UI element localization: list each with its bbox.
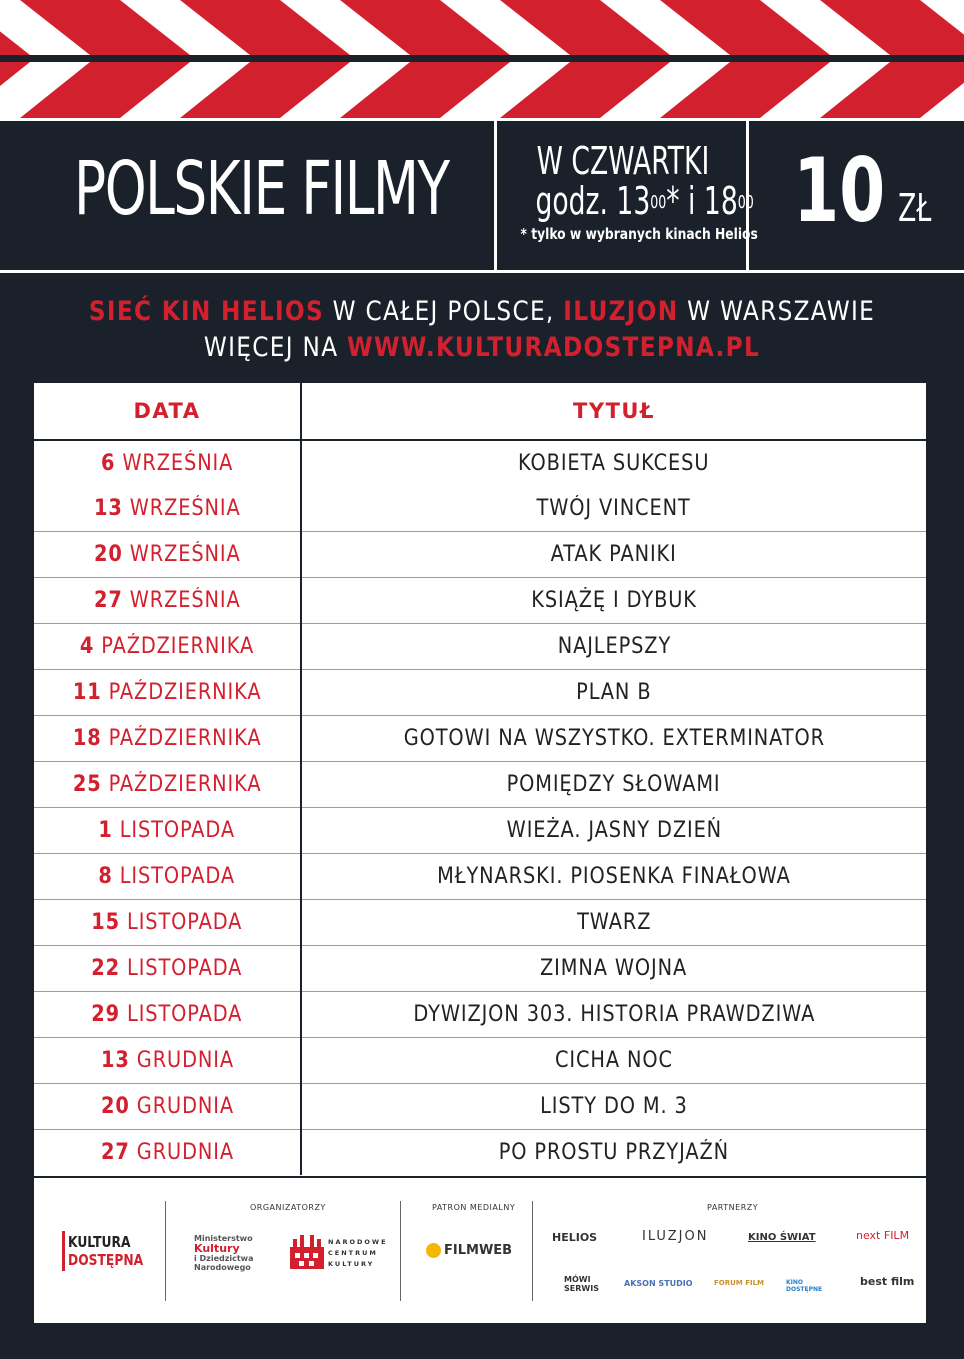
screening-date: 6 WRZEŚNIA (34, 440, 301, 486)
film-title: GOTOWI NA WSZYSTKO. EXTERMINATOR (301, 716, 926, 762)
date-column-header: DATA (34, 383, 301, 440)
film-title: NAJLEPSZY (301, 624, 926, 670)
screening-date: 29 LISTOPADA (34, 992, 301, 1038)
film-title: ZIMNA WOJNA (301, 946, 926, 992)
screening-date: 15 LISTOPADA (34, 900, 301, 946)
table-row (34, 1084, 926, 1130)
price-value: 10 (793, 139, 886, 242)
ministry-logo: Ministerstwo Kultury i Dziedzictwa Narodowego (194, 1234, 254, 1272)
screening-date: 27 WRZEŚNIA (34, 578, 301, 624)
website-link[interactable]: WWW.KULTURADOSTEPNA.PL (347, 332, 761, 363)
partners-label: PARTNERZY (707, 1203, 759, 1212)
network-line-2: WIĘCEJ NA WWW.KULTURADOSTEPNA.PL (203, 332, 761, 363)
days-label: W CZWARTKI (536, 139, 710, 183)
table-row (34, 1130, 926, 1176)
table-row (34, 992, 926, 1038)
screening-date: 1 LISTOPADA (34, 808, 301, 854)
table-row (34, 486, 926, 532)
header-bar (0, 118, 964, 273)
partner-logo-forum-film: FORUM FILM (714, 1279, 765, 1287)
price-currency: ZŁ (897, 186, 931, 230)
table-row (34, 670, 926, 716)
table-header (34, 383, 926, 440)
table-row (34, 946, 926, 992)
partner-logo-kino-swiat: KINO ŚWIAT (748, 1232, 816, 1243)
partner-logo-next-film: next FILM (856, 1229, 910, 1242)
partner-logo-akson-studio: AKSON STUDIO (624, 1279, 693, 1288)
film-title: KSIĄŻĘ I DYBUK (301, 578, 926, 624)
kultura-dostepna-logo: KULTURA DOSTĘPNA (62, 1231, 140, 1271)
table-row (34, 716, 926, 762)
partner-logo-helios: HELIOS (552, 1231, 598, 1244)
schedule-info (498, 139, 758, 243)
footer-divider (165, 1201, 166, 1301)
film-title: PO PROSTU PRZYJAŹŃ (301, 1130, 926, 1176)
price (752, 139, 964, 242)
clapperboard-stripes (0, 0, 964, 118)
media-patron-label: PATRON MEDIALNY (432, 1203, 516, 1212)
screening-date: 27 GRUDNIA (34, 1130, 301, 1176)
table-row (34, 624, 926, 670)
screening-date: 18 PAŹDZIERNIKA (34, 716, 301, 762)
screening-date: 20 GRUDNIA (34, 1084, 301, 1130)
screening-date: 11 PAŹDZIERNIKA (34, 670, 301, 716)
nck-logo: NARODOWE CENTRUM KULTURY (290, 1231, 380, 1271)
table-row (34, 854, 926, 900)
partner-logo-best-film: best film (860, 1275, 915, 1288)
screening-date: 25 PAŹDZIERNIKA (34, 762, 301, 808)
organizers-label: ORGANIZATORZY (250, 1203, 326, 1212)
table-row (34, 1038, 926, 1084)
network-info (0, 294, 964, 366)
film-title: TWARZ (301, 900, 926, 946)
table-row (34, 532, 926, 578)
screening-date: 13 WRZEŚNIA (34, 486, 301, 532)
partner-logo-iluzjon: ILUZJON (642, 1229, 709, 1244)
network-line-1: SIEĆ KIN HELIOS W CAŁEJ POLSCE, ILUZJON W WARSZAWIE (88, 296, 876, 327)
film-title: TWÓJ VINCENT (536, 496, 692, 521)
table-row (34, 578, 926, 624)
screening-date: 13 GRUDNIA (34, 1038, 301, 1084)
page-title: POLSKIE FILMY (74, 146, 449, 232)
table-row (34, 762, 926, 808)
footnote: * tylko w wybranych kinach Helios (520, 225, 758, 243)
table-row (34, 900, 926, 946)
film-title: PLAN B (301, 670, 926, 716)
screening-date: 4 PAŹDZIERNIKA (34, 624, 301, 670)
title-column-header: TYTUŁ (301, 383, 926, 440)
schedule-table (34, 383, 926, 1175)
screening-date: 8 LISTOPADA (34, 854, 301, 900)
time-label: godz. $13^{00}*$ i $18^{00}$ (535, 179, 754, 223)
filmweb-logo: FILMWEB (426, 1243, 512, 1258)
header-divider (494, 121, 497, 273)
table-row (34, 440, 926, 486)
footer-divider (400, 1201, 401, 1301)
partner-logo-mowi-serwis: MÓWI SERWIS (564, 1275, 599, 1293)
film-title: DYWIZJON 303. HISTORIA PRAWDZIWA (301, 992, 926, 1038)
film-title: MŁYNARSKI. PIOSENKA FINAŁOWA (301, 854, 926, 900)
schedule-panel (34, 383, 926, 1323)
screening-date: 22 LISTOPADA (34, 946, 301, 992)
filmweb-icon (426, 1243, 441, 1258)
film-title: LISTY DO M. 3 (301, 1084, 926, 1130)
film-title: WIEŻA. JASNY DZIEŃ (301, 808, 926, 854)
film-title: CICHA NOC (301, 1038, 926, 1084)
table-bottom-border (34, 1176, 926, 1178)
film-title: POMIĘDZY SŁOWAMI (301, 762, 926, 808)
table-row (34, 808, 926, 854)
screening-date: 20 WRZEŚNIA (34, 532, 301, 578)
footer-divider (532, 1201, 533, 1301)
film-title: KOBIETA SUKCESU (301, 440, 926, 486)
partner-logo-kino-dostepne: KINO DOSTĘPNE (786, 1279, 823, 1293)
film-title: ATAK PANIKI (301, 532, 926, 578)
